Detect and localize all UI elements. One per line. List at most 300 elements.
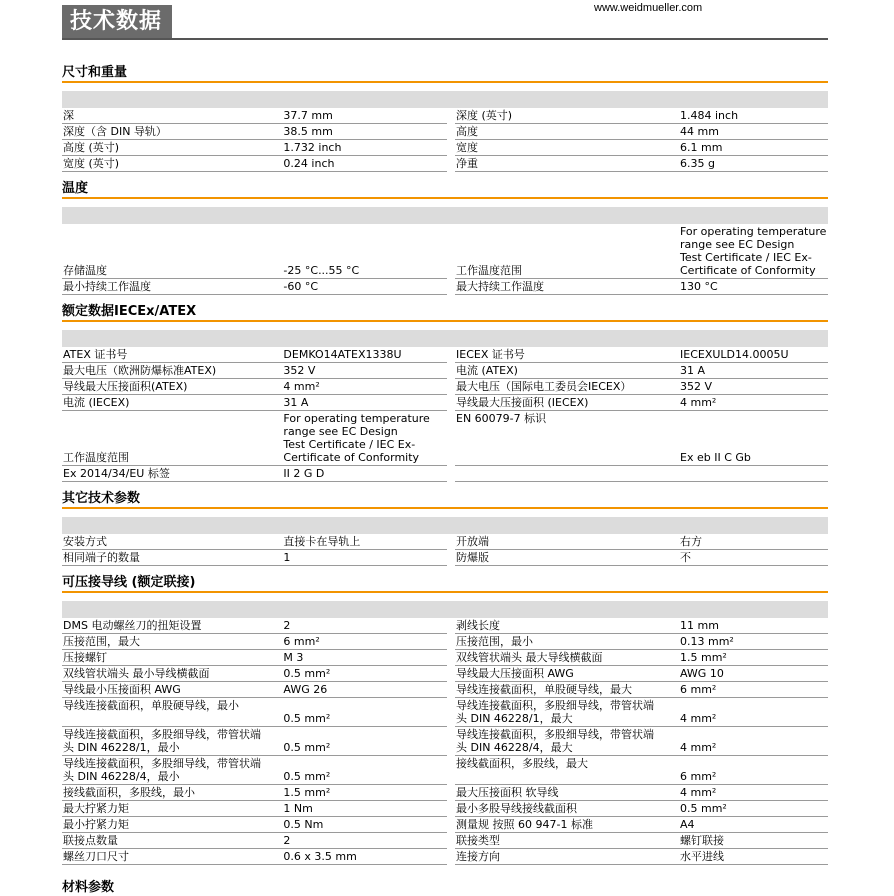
spec-row <box>62 756 828 785</box>
spec-left-pair <box>62 756 447 785</box>
section-spacer <box>62 199 828 207</box>
spec-label-line: 电流 (IECEX) <box>63 396 130 409</box>
spec-value <box>679 124 828 139</box>
spec-value-line: 6 mm² <box>680 770 717 783</box>
spec-label-line: 防爆版 <box>456 551 489 564</box>
spec-label <box>62 650 282 665</box>
spec-value <box>679 756 828 784</box>
spec-value <box>282 124 447 139</box>
spec-label <box>62 108 282 123</box>
spec-value <box>282 650 447 665</box>
spec-right-pair <box>455 618 828 634</box>
spec-value-line: 水平进线 <box>680 850 724 863</box>
spec-value <box>679 108 828 123</box>
spec-value-line: Certificate of Conformity <box>680 264 816 277</box>
spec-content <box>62 64 828 895</box>
spec-label-line: 头 DIN 46228/1，最大 <box>456 712 573 725</box>
spec-value <box>679 650 828 665</box>
spec-value-line: Test Certificate / IEC Ex- <box>283 438 416 451</box>
spec-label <box>455 411 679 465</box>
spec-value-line: 螺钉联接 <box>680 834 724 847</box>
spec-label <box>455 756 679 784</box>
spec-label <box>455 395 679 410</box>
spec-value-line: 0.5 mm² <box>283 667 331 680</box>
spec-right-pair <box>455 279 828 295</box>
spec-label-line: 导线连接截面积，多股细导线，带管状端 <box>456 699 654 712</box>
spec-label <box>455 534 679 549</box>
spec-label <box>62 756 282 784</box>
spec-row <box>62 363 828 379</box>
spec-value-line: II 2 G D <box>283 467 325 480</box>
spec-value-line: 直接卡在导轨上 <box>283 535 361 548</box>
spec-row <box>62 650 828 666</box>
spec-value <box>679 817 828 832</box>
spec-left-pair <box>62 140 447 156</box>
spec-value-line: 0.5 mm² <box>283 741 331 754</box>
spec-value-line: 1.484 inch <box>680 109 739 122</box>
spec-value <box>282 224 447 278</box>
spec-label-line: 高度 (英寸) <box>63 141 120 154</box>
spec-left-pair <box>62 124 447 140</box>
spec-label <box>62 727 282 755</box>
spec-label-line: 最小持续工作温度 <box>63 280 151 293</box>
spec-label-line: DMS 电动螺丝刀的扭矩设置 <box>63 619 202 632</box>
spec-label <box>455 140 679 155</box>
spec-left-pair <box>62 785 447 801</box>
spec-row <box>62 727 828 756</box>
spec-row <box>62 466 828 482</box>
spec-label <box>455 108 679 123</box>
spec-value <box>282 801 447 816</box>
spec-value-line: For operating temperature <box>680 225 827 238</box>
section-title: 额定数据IECEx/ATEX <box>62 303 828 322</box>
spec-row <box>62 618 828 634</box>
spec-row <box>62 395 828 411</box>
spec-value-line: 31 A <box>680 364 706 377</box>
page-title: 技术数据 <box>62 5 172 39</box>
spec-value <box>679 395 828 410</box>
spec-value-line: 1.732 inch <box>283 141 342 154</box>
spec-value-line: 0.5 Nm <box>283 818 324 831</box>
spec-label <box>455 833 679 848</box>
spec-value-line: 44 mm <box>680 125 719 138</box>
spec-label-line: 联接类型 <box>456 834 500 847</box>
spec-value-line: 130 °C <box>680 280 718 293</box>
spec-right-pair <box>455 156 828 172</box>
spec-value-line: range see EC Design <box>680 238 795 251</box>
spec-label <box>455 785 679 800</box>
spec-row <box>62 817 828 833</box>
spec-value <box>282 698 447 726</box>
spec-label <box>62 363 282 378</box>
spec-label-line: 导线连接截面积，单股硬导线，最小 <box>63 699 239 712</box>
section-header-band <box>62 330 828 347</box>
spec-value-line: 2 <box>283 619 291 632</box>
spec-label-line: 双线管状端头 最大导线横截面 <box>456 651 603 664</box>
spec-value-line: 0.6 x 3.5 mm <box>283 850 357 863</box>
spec-value-line: 31 A <box>283 396 309 409</box>
spec-value-line: Test Certificate / IEC Ex- <box>680 251 812 264</box>
section-title: 尺寸和重量 <box>62 64 828 83</box>
spec-value <box>282 634 447 649</box>
spec-value <box>282 785 447 800</box>
spec-left-pair <box>62 801 447 817</box>
spec-row <box>62 682 828 698</box>
spec-label-line: 最小多股导线接线截面积 <box>456 802 577 815</box>
spec-value <box>282 833 447 848</box>
spec-value <box>282 550 447 565</box>
spec-left-pair <box>62 534 447 550</box>
spec-right-pair <box>455 108 828 124</box>
spec-label-line: 导线最大压接面积(ATEX) <box>63 380 188 393</box>
spec-value-line: 0.24 inch <box>283 157 335 170</box>
spec-right-pair <box>455 666 828 682</box>
spec-value-line: 6.35 g <box>680 157 715 170</box>
spec-label-line: 电流 (ATEX) <box>456 364 518 377</box>
spec-value-line: 6.1 mm <box>680 141 723 154</box>
spec-label <box>455 550 679 565</box>
spec-value-line: 6 mm² <box>680 683 717 696</box>
spec-right-pair <box>455 411 828 466</box>
spec-value <box>282 534 447 549</box>
spec-value-line: 1.5 mm² <box>283 786 331 799</box>
spec-label <box>62 849 282 864</box>
spec-value-line: AWG 10 <box>680 667 724 680</box>
spec-label <box>455 363 679 378</box>
spec-label <box>455 466 679 481</box>
spec-left-pair <box>62 411 447 466</box>
spec-value <box>679 618 828 633</box>
spec-label <box>62 156 282 171</box>
spec-left-pair <box>62 849 447 865</box>
section-spacer <box>62 83 828 91</box>
spec-value-line: DEMKO14ATEX1338U <box>283 348 402 361</box>
spec-value-line: 1 Nm <box>283 802 313 815</box>
spec-value <box>679 279 828 294</box>
spec-value <box>679 801 828 816</box>
spec-value <box>282 140 447 155</box>
spec-right-pair <box>455 849 828 865</box>
spec-label <box>62 698 282 726</box>
spec-label <box>62 347 282 362</box>
section-header-band <box>62 91 828 108</box>
section-spacer <box>62 482 828 490</box>
spec-right-pair <box>455 801 828 817</box>
spec-label <box>455 650 679 665</box>
spec-row <box>62 534 828 550</box>
spec-label-line: 联接点数量 <box>63 834 118 847</box>
spec-value <box>679 140 828 155</box>
spec-label <box>455 817 679 832</box>
spec-value-line: 37.7 mm <box>283 109 333 122</box>
spec-label <box>455 634 679 649</box>
spec-right-pair <box>455 550 828 566</box>
spec-label <box>62 817 282 832</box>
spec-label-line: 压接范围，最小 <box>456 635 533 648</box>
spec-row <box>62 634 828 650</box>
section-spacer <box>62 322 828 330</box>
section-header-band <box>62 207 828 224</box>
spec-value <box>679 833 828 848</box>
section-spacer <box>62 295 828 303</box>
spec-label-line: 宽度 (英寸) <box>63 157 120 170</box>
spec-left-pair <box>62 550 447 566</box>
spec-value <box>282 108 447 123</box>
spec-value-line: -25 °C...55 °C <box>283 264 360 277</box>
spec-label-line: 头 DIN 46228/4，最小 <box>63 770 180 783</box>
spec-right-pair <box>455 698 828 727</box>
spec-row <box>62 279 828 295</box>
spec-value-line: 6 mm² <box>283 635 320 648</box>
spec-value <box>679 849 828 864</box>
spec-row <box>62 698 828 727</box>
spec-label-line: 深 <box>63 109 74 122</box>
spec-label <box>455 849 679 864</box>
spec-label-line: 工作温度范围 <box>456 264 522 277</box>
spec-label <box>455 347 679 362</box>
spec-row <box>62 108 828 124</box>
spec-value-line: 右方 <box>680 535 702 548</box>
spec-value-line: 2 <box>283 834 291 847</box>
spec-value <box>282 817 447 832</box>
spec-label-line: 导线最小压接面积 AWG <box>63 683 181 696</box>
spec-value <box>282 395 447 410</box>
spec-right-pair <box>455 363 828 379</box>
spec-value-line: 0.5 mm² <box>680 802 727 815</box>
spec-left-pair <box>62 108 447 124</box>
spec-left-pair <box>62 363 447 379</box>
spec-label-line: 双线管状端头 最小导线横截面 <box>63 667 210 680</box>
spec-row <box>62 666 828 682</box>
spec-value <box>679 411 828 465</box>
spec-label <box>455 801 679 816</box>
spec-value <box>282 727 447 755</box>
spec-label-line: 相同端子的数量 <box>63 551 140 564</box>
spec-row <box>62 801 828 817</box>
spec-right-pair <box>455 817 828 833</box>
section-spacer <box>62 593 828 601</box>
spec-value <box>679 698 828 726</box>
spec-value <box>282 756 447 784</box>
spec-label <box>455 666 679 681</box>
spec-label <box>62 411 282 465</box>
section-spacer <box>62 865 828 873</box>
spec-label <box>62 682 282 697</box>
spec-left-pair <box>62 698 447 727</box>
spec-label-line: 导线连接截面积，单股硬导线，最大 <box>456 683 632 696</box>
spec-left-pair <box>62 347 447 363</box>
spec-value <box>282 379 447 394</box>
spec-value-line: M 3 <box>283 651 304 664</box>
spec-label-line: 导线连接截面积，多股细导线，带管状端 <box>456 728 654 741</box>
spec-label-line: 剥线长度 <box>456 619 500 632</box>
spec-value <box>282 849 447 864</box>
spec-left-pair <box>62 634 447 650</box>
spec-value <box>679 379 828 394</box>
spec-row <box>62 833 828 849</box>
spec-value-line: 1 <box>283 551 291 564</box>
spec-label <box>62 379 282 394</box>
spec-value <box>282 347 447 362</box>
spec-label <box>455 156 679 171</box>
spec-label-line: 工作温度范围 <box>63 451 129 464</box>
spec-left-pair <box>62 682 447 698</box>
spec-label <box>62 801 282 816</box>
spec-value-line: 4 mm² <box>283 380 320 393</box>
spec-right-pair <box>455 124 828 140</box>
spec-label-line: 深度 (英寸) <box>456 109 513 122</box>
spec-left-pair <box>62 224 447 279</box>
spec-row <box>62 550 828 566</box>
spec-row <box>62 411 828 466</box>
spec-value <box>679 727 828 755</box>
spec-label <box>62 666 282 681</box>
spec-value-line: 352 V <box>680 380 713 393</box>
spec-label-line: IECEX 证书号 <box>456 348 525 361</box>
spec-value-line: range see EC Design <box>283 425 398 438</box>
spec-value-line: A4 <box>680 818 695 831</box>
spec-value <box>679 224 828 278</box>
spec-right-pair <box>455 833 828 849</box>
spec-value-line: 0.5 mm² <box>283 770 331 783</box>
spec-right-pair <box>455 727 828 756</box>
spec-right-pair <box>455 756 828 785</box>
section-spacer <box>62 566 828 574</box>
spec-value-line: AWG 26 <box>283 683 328 696</box>
spec-right-pair <box>455 224 828 279</box>
spec-right-pair <box>455 140 828 156</box>
spec-value <box>282 156 447 171</box>
spec-label-line: 最大电压（国际电工委员会IECEX） <box>456 380 632 393</box>
spec-label <box>62 224 282 278</box>
spec-right-pair <box>455 379 828 395</box>
header-divider <box>62 38 828 40</box>
spec-label <box>455 698 679 726</box>
spec-value <box>282 466 447 481</box>
spec-label <box>455 379 679 394</box>
section-header-band <box>62 601 828 618</box>
spec-label-line: ATEX 证书号 <box>63 348 128 361</box>
spec-value-line: 38.5 mm <box>283 125 333 138</box>
spec-label-line: 开放端 <box>456 535 489 548</box>
spec-row <box>62 849 828 865</box>
spec-label-line: 最大压接面积 软导线 <box>456 786 559 799</box>
spec-label-line: EN 60079-7 标识 <box>456 412 547 425</box>
spec-right-pair <box>455 347 828 363</box>
spec-right-pair <box>455 785 828 801</box>
spec-value <box>282 363 447 378</box>
spec-left-pair <box>62 279 447 295</box>
spec-right-pair <box>455 682 828 698</box>
spec-value-line: Ex eb II C Gb <box>680 451 751 464</box>
spec-value <box>679 682 828 697</box>
spec-label-line: 导线连接截面积，多股细导线，带管状端 <box>63 728 261 741</box>
spec-label <box>62 140 282 155</box>
spec-value-line: 0.13 mm² <box>680 635 734 648</box>
spec-label-line: 压接范围，最大 <box>63 635 140 648</box>
spec-label-line: 压接螺钉 <box>63 651 107 664</box>
spec-label-line: 接线截面积，多股线，最小 <box>63 786 195 799</box>
spec-label <box>455 682 679 697</box>
spec-value <box>679 785 828 800</box>
spec-label-line: 深度（含 DIN 导轨） <box>63 125 167 138</box>
spec-left-pair <box>62 666 447 682</box>
spec-label <box>455 727 679 755</box>
spec-label <box>62 634 282 649</box>
spec-label-line: 高度 <box>456 125 478 138</box>
spec-left-pair <box>62 817 447 833</box>
spec-value <box>679 466 828 481</box>
spec-value-line: 4 mm² <box>680 712 717 725</box>
spec-value <box>679 363 828 378</box>
spec-label-line: 头 DIN 46228/4，最大 <box>456 741 573 754</box>
spec-row <box>62 124 828 140</box>
website-url[interactable]: www.weidmueller.com <box>594 2 703 14</box>
spec-label <box>62 550 282 565</box>
spec-label-line: 净重 <box>456 157 478 170</box>
spec-value-line: -60 °C <box>283 280 319 293</box>
spec-label-line: Ex 2014/34/EU 标签 <box>63 467 170 480</box>
spec-label-line: 接线截面积，多股线，最大 <box>456 757 588 770</box>
spec-label <box>62 785 282 800</box>
spec-left-pair <box>62 156 447 172</box>
spec-right-pair <box>455 634 828 650</box>
spec-row <box>62 379 828 395</box>
spec-label <box>62 534 282 549</box>
spec-label-line: 头 DIN 46228/1，最小 <box>63 741 180 754</box>
section-title: 温度 <box>62 180 828 199</box>
spec-left-pair <box>62 650 447 666</box>
spec-label <box>455 224 679 278</box>
spec-value <box>282 682 447 697</box>
section-spacer <box>62 509 828 517</box>
spec-right-pair <box>455 534 828 550</box>
spec-value <box>679 666 828 681</box>
spec-label <box>455 618 679 633</box>
spec-value <box>679 634 828 649</box>
spec-label <box>455 279 679 294</box>
spec-label-line: 螺丝刀口尺寸 <box>63 850 129 863</box>
spec-label-line: 最小拧紧力矩 <box>63 818 129 831</box>
spec-left-pair <box>62 466 447 482</box>
spec-value <box>282 411 447 465</box>
spec-value <box>282 666 447 681</box>
spec-label <box>62 395 282 410</box>
spec-label-line: 导线连接截面积，多股细导线，带管状端 <box>63 757 261 770</box>
spec-right-pair <box>455 395 828 411</box>
spec-value-line: 1.5 mm² <box>680 651 727 664</box>
spec-left-pair <box>62 395 447 411</box>
spec-label-line: 导线最大压接面积 (IECEX) <box>456 396 589 409</box>
spec-label-line: 最大电压（欧洲防爆标准ATEX) <box>63 364 217 377</box>
spec-row <box>62 224 828 279</box>
spec-value <box>679 550 828 565</box>
spec-label-line: 导线最大压接面积 AWG <box>456 667 574 680</box>
spec-row <box>62 156 828 172</box>
spec-label-line: 连接方向 <box>456 850 500 863</box>
spec-value-line: Certificate of Conformity <box>283 451 420 464</box>
spec-label-line: 最大拧紧力矩 <box>63 802 129 815</box>
spec-value-line: 11 mm <box>680 619 719 632</box>
section-title: 可压接导线 (额定联接) <box>62 574 828 593</box>
spec-label-line: 存储温度 <box>63 264 107 277</box>
spec-label-line: 测量规 按照 60 947-1 标准 <box>456 818 593 831</box>
spec-right-pair <box>455 650 828 666</box>
spec-value-line: 4 mm² <box>680 786 717 799</box>
spec-row <box>62 347 828 363</box>
spec-label <box>455 124 679 139</box>
spec-right-pair <box>455 466 828 482</box>
